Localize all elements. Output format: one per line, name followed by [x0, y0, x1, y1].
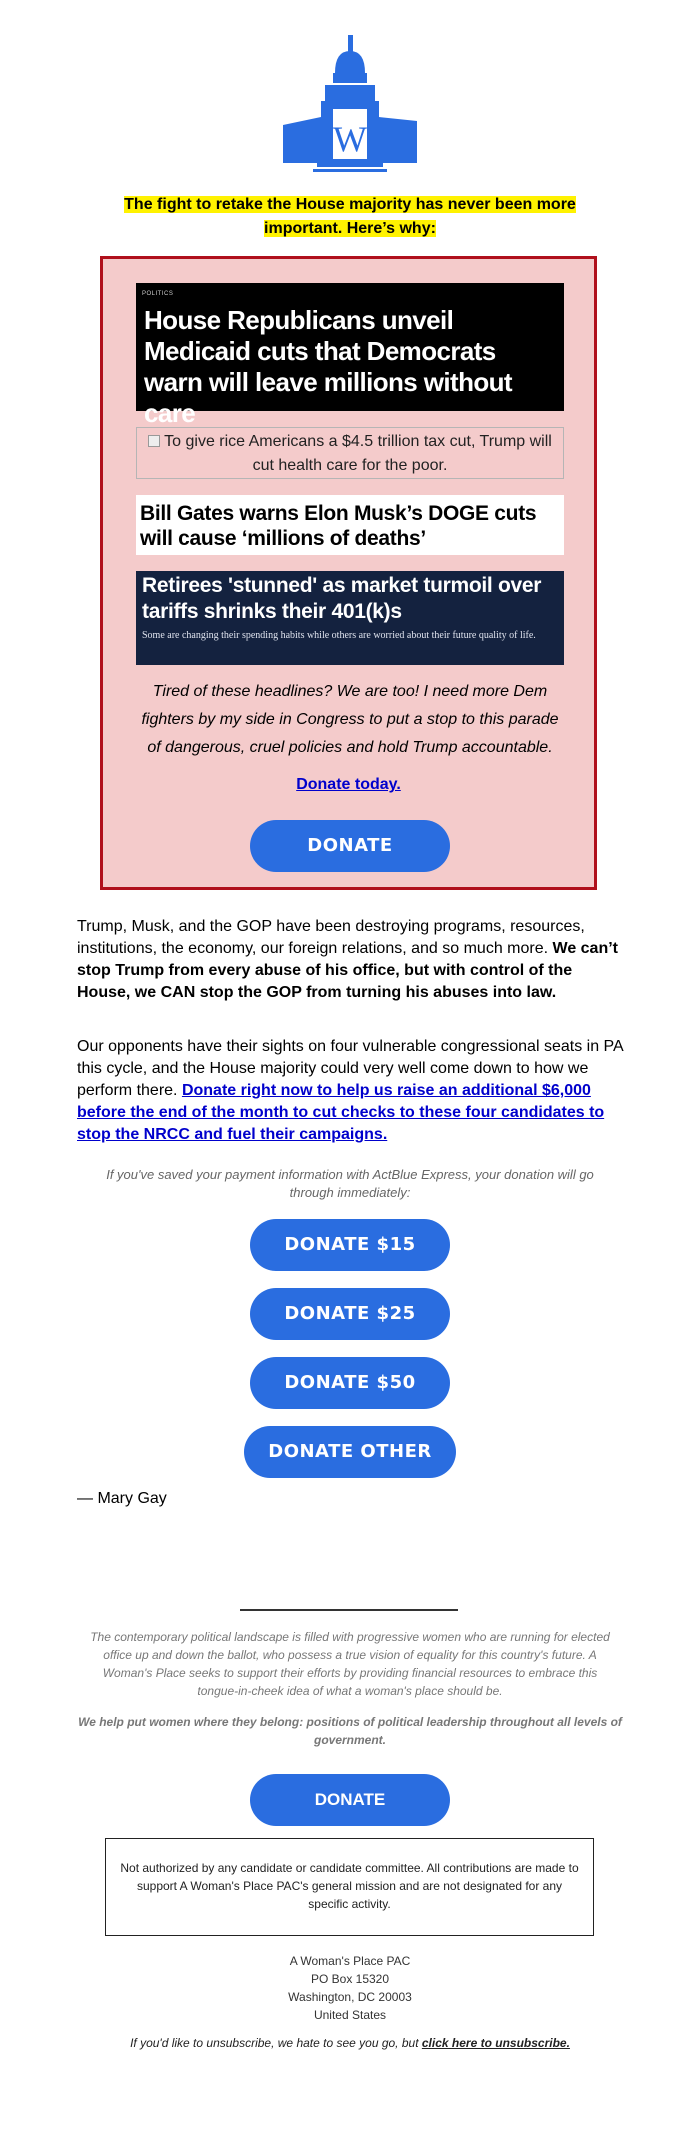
body-paragraph-2 — [77, 1036, 623, 1146]
headline-text: Retirees 'stunned' as market turmoil over tariffs shrinks their 401(k)s — [142, 574, 542, 623]
headline-text: Bill Gates warns Elon Musk’s DOGE cuts will cause ‘millions of deaths’ — [140, 502, 537, 550]
address-line: A Woman's Place PAC — [289, 1954, 411, 1968]
tired-paragraph: Tired of these headlines? We are too! I need more Dem fighters by my side in Congress to put a stop to this parade of dangerous, cruel policies and hold Trump accountable. — [141, 683, 559, 756]
address-line: PO Box 15320 — [310, 1972, 390, 1986]
saved-payment-note: If you've saved your payment information with ActBlue Express, your donation will go through immediately: — [106, 1167, 594, 1200]
logo — [281, 33, 419, 173]
donate-button[interactable]: DONATE — [250, 820, 450, 872]
logo-letter: W — [333, 119, 367, 159]
intro-headline: The fight to retake the House majority has never been more important. Here’s why: — [124, 196, 576, 237]
headline-image-gates[interactable] — [136, 495, 564, 555]
para2-text: Our opponents have their sights on four vulnerable congressional seats in PA this cycle, and the House majority could very well come down to how we perform there. — [77, 1038, 623, 1099]
donate-today-link[interactable]: Donate today. — [296, 776, 401, 793]
unsubscribe-line — [80, 2036, 620, 2050]
mailing-address — [200, 1952, 500, 2024]
para1-text: Trump, Musk, and the GOP have been destroying programs, resources, institutions, the economy, our foreign relations, and so much more. — [77, 918, 585, 957]
donate-50-button[interactable]: DONATE $50 — [250, 1357, 450, 1409]
footer-blurb: The contemporary political landscape is filled with progressive women who are running for elected office up and down the ballot, who possess a true vision of equality for this country's future. A Woman's Place seeks to support their efforts by providing financial resources to embrace this tongue-in-cheek idea of what a woman's place should be. — [90, 1630, 610, 1698]
headline-image-medicaid[interactable] — [136, 283, 564, 428]
legal-disclaimer: Not authorized by any candidate or candidate committee. All contributions are made to support A Woman's Place PAC's general mission and are not designated for any specific activity. — [105, 1838, 594, 1936]
capitol-dome-icon — [281, 33, 419, 173]
headline-image-retirees[interactable] — [136, 571, 564, 665]
footer-donate-button[interactable]: DONATE — [250, 1774, 450, 1826]
donate-25-button[interactable]: DONATE $25 — [250, 1288, 450, 1340]
donate-15-button[interactable]: DONATE $15 — [250, 1219, 450, 1271]
unsubscribe-link[interactable]: click here to unsubscribe. — [421, 2036, 570, 2050]
headline-subtext: Some are changing their spending habits while others are worried about their future quality of life. — [142, 630, 536, 641]
donate-other-button[interactable]: DONATE OTHER — [244, 1426, 456, 1478]
address-line: Washington, DC 20003 — [288, 1990, 412, 2004]
footer-mission: We help put women where they belong: positions of political leadership throughout all levels of government. — [78, 1715, 622, 1747]
unsubscribe-text: If you'd like to unsubscribe, we hate to see you go, but — [130, 2036, 422, 2050]
signature: — Mary Gay — [77, 1490, 167, 1507]
footer-divider — [240, 1609, 458, 1611]
broken-image-icon — [148, 435, 160, 447]
headline-text: House Republicans unveil Medicaid cuts that Democrats warn will leave millions without care — [144, 305, 512, 428]
body-paragraph-1 — [77, 916, 623, 1004]
donate-now-link[interactable]: Donate right now to help us raise an additional $6,000 before the end of the month to cut checks to these four candidates to stop the NRCC and fuel their campaigns. — [77, 1082, 605, 1143]
address-line: United States — [313, 2008, 387, 2022]
donate-today-container — [100, 776, 597, 794]
para1-bold-text: We can’t stop Trump from every abuse of his office, but with control of the House, we CAN stop the GOP from turning his abuses into law. — [77, 940, 618, 1001]
headline-broken-image[interactable] — [136, 427, 564, 479]
image-alt-text: To give rice Americans a $4.5 trillion tax cut, Trump will cut health care for the poor. — [164, 433, 552, 474]
headline-kicker: POLITICS — [142, 291, 174, 297]
